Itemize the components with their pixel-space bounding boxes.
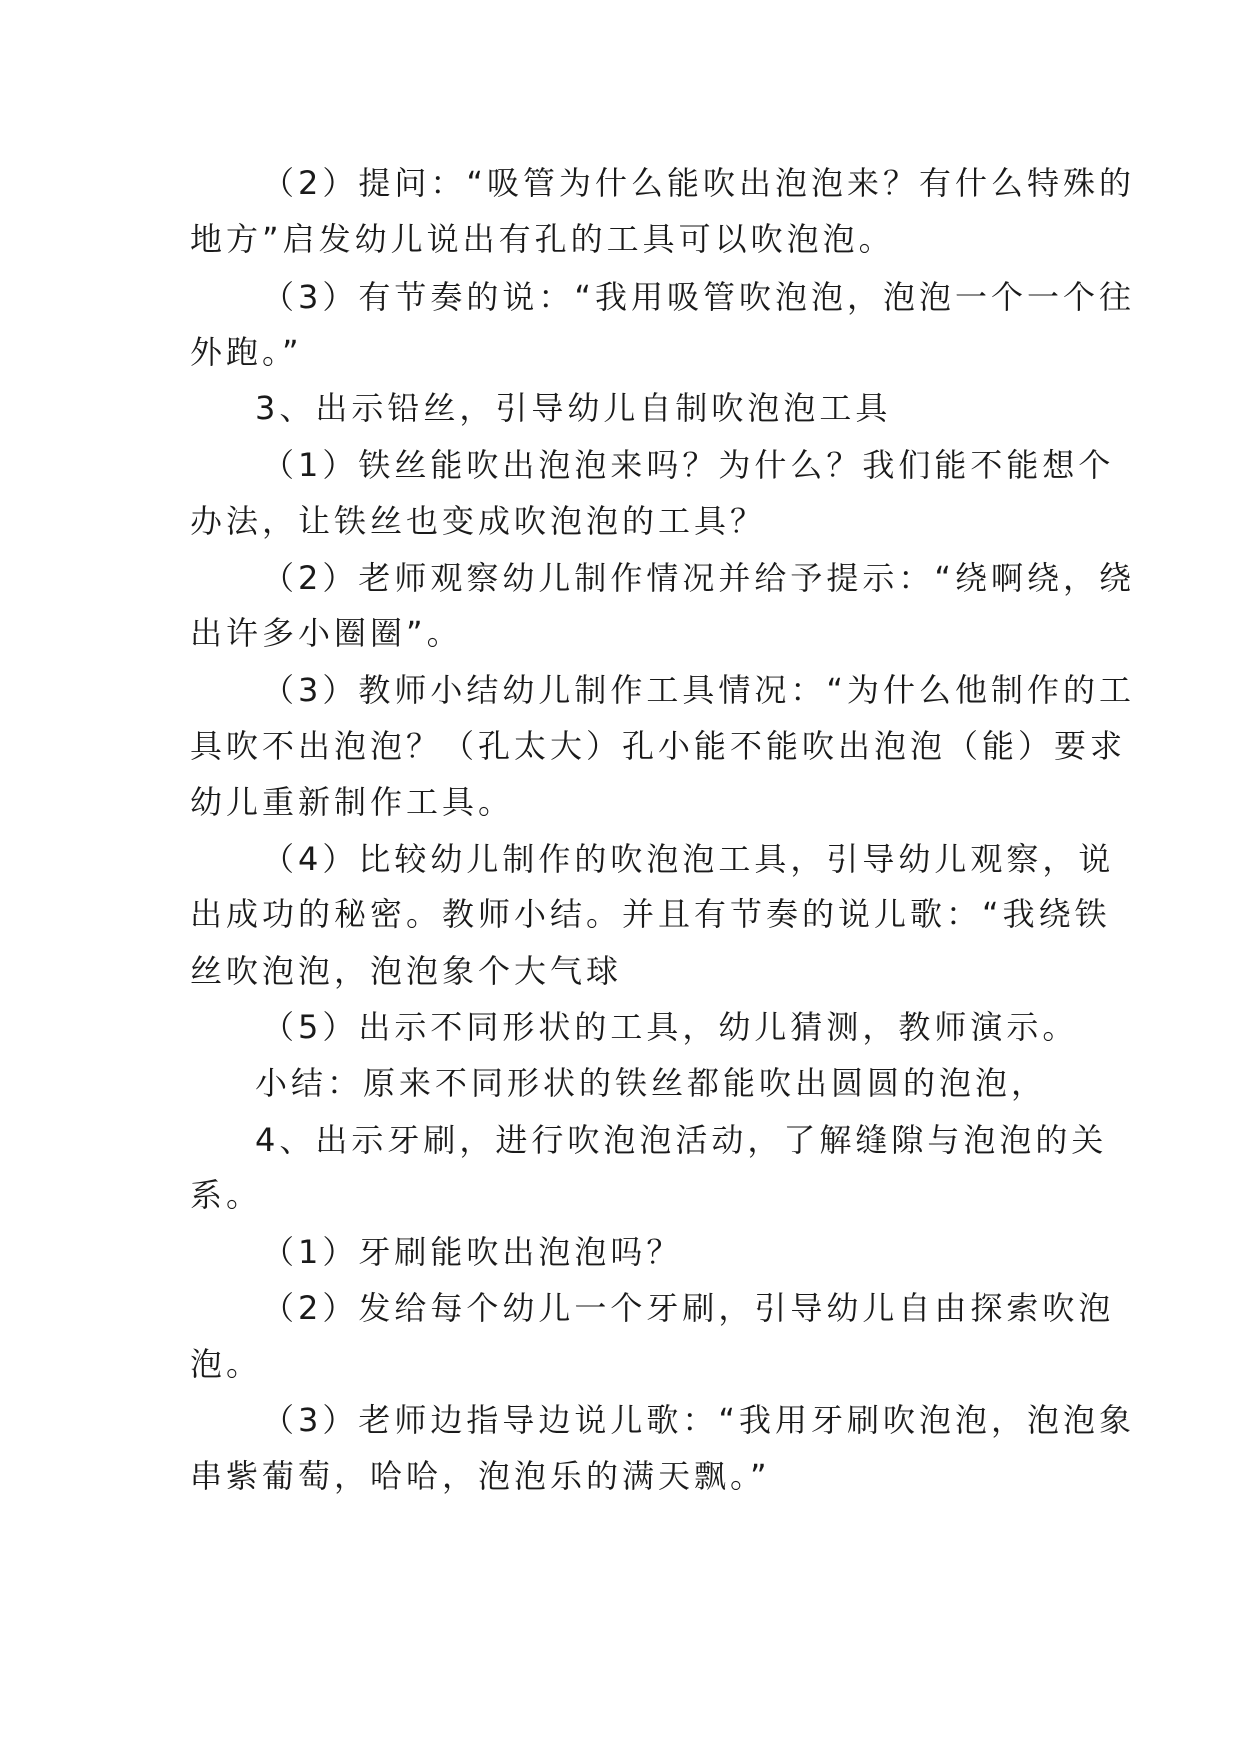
text-line: 地方”启发幼儿说出有孔的工具可以吹泡泡。 bbox=[190, 220, 895, 258]
text-line: 具吹不出泡泡？（孔太大）孔小能不能吹出泡泡（能）要求 bbox=[190, 727, 1127, 765]
text-line: （2）发给每个幼儿一个牙刷，引导幼儿自由探索吹泡 bbox=[262, 1289, 1115, 1327]
text-line: （4）比较幼儿制作的吹泡泡工具，引导幼儿观察，说 bbox=[262, 840, 1115, 878]
text-line: 系。 bbox=[190, 1176, 263, 1214]
text-line: （2）老师观察幼儿制作情况并给予提示：“绕啊绕，绕 bbox=[262, 559, 1135, 597]
section-heading: 3、出示铅丝，引导幼儿自制吹泡泡工具 bbox=[255, 389, 892, 427]
text-line: （1）牙刷能吹出泡泡吗？ bbox=[262, 1233, 683, 1271]
text-line: 出许多小圈圈”。 bbox=[190, 614, 463, 652]
text-line: 串紫葡萄，哈哈，泡泡乐的满天飘。” bbox=[190, 1457, 771, 1495]
section-heading: 4、出示牙刷，进行吹泡泡活动，了解缝隙与泡泡的关 bbox=[255, 1121, 1108, 1159]
text-line: 办法，让铁丝也变成吹泡泡的工具？ bbox=[190, 502, 767, 540]
text-line: 泡。 bbox=[190, 1345, 263, 1383]
text-line: （3）有节奏的说：“我用吸管吹泡泡，泡泡一个一个往 bbox=[262, 278, 1135, 316]
text-line: 出成功的秘密。教师小结。并且有节奏的说儿歌：“我绕铁 bbox=[190, 895, 1111, 933]
text-line: 幼儿重新制作工具。 bbox=[190, 783, 515, 821]
text-line: （5）出示不同形状的工具，幼儿猜测，教师演示。 bbox=[262, 1008, 1079, 1046]
text-line: 小结：原来不同形状的铁丝都能吹出圆圆的泡泡， bbox=[255, 1064, 1048, 1102]
text-line: 丝吹泡泡，泡泡象个大气球 bbox=[190, 952, 623, 990]
text-line: 外跑。” bbox=[190, 333, 303, 371]
text-line: （1）铁丝能吹出泡泡来吗？为什么？我们能不能想个 bbox=[262, 446, 1115, 484]
text-line: （2）提问：“吸管为什么能吹出泡泡来？有什么特殊的 bbox=[262, 164, 1135, 202]
text-line: （3）老师边指导边说儿歌：“我用牙刷吹泡泡，泡泡象 bbox=[262, 1401, 1135, 1439]
text-line: （3）教师小结幼儿制作工具情况：“为什么他制作的工 bbox=[262, 671, 1135, 709]
